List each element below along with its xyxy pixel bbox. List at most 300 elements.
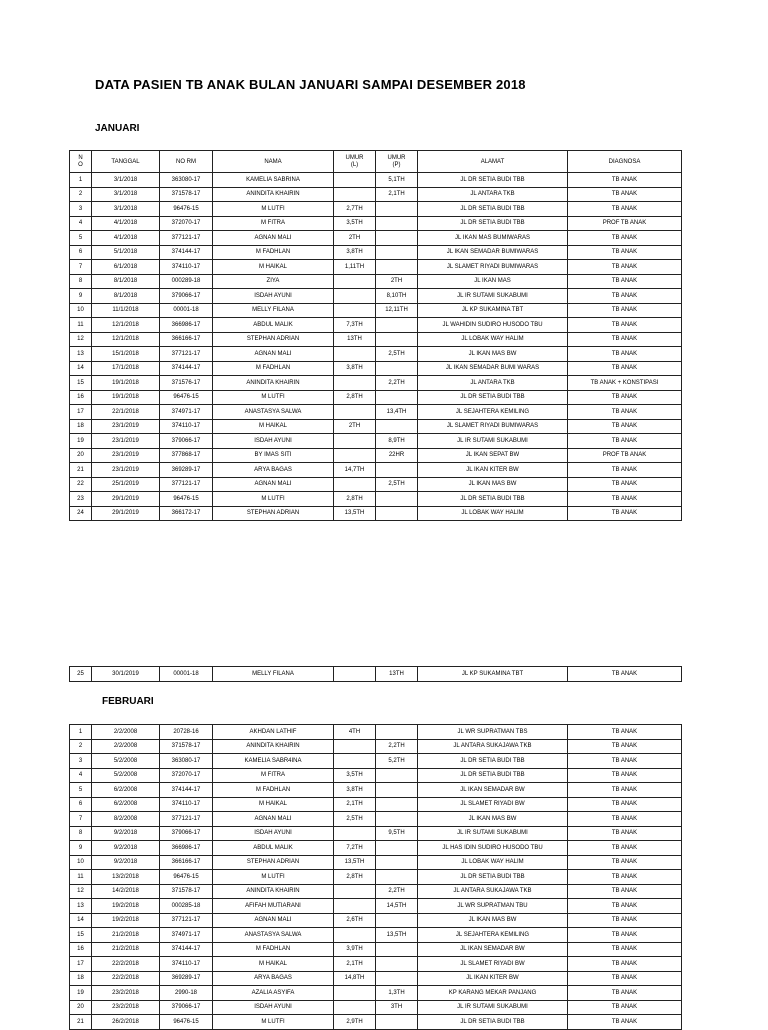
cell-no-rm: 96476-15 <box>160 390 213 405</box>
cell-tanggal: 8/1/2018 <box>92 274 160 289</box>
cell-tanggal: 3/1/2018 <box>92 202 160 217</box>
cell-nama: ANINDITA KHAIRIN <box>213 187 334 202</box>
cell-diagnosa: TB ANAK <box>568 942 682 957</box>
cell-no: 13 <box>70 899 92 914</box>
cell-tanggal: 23/1/2019 <box>92 434 160 449</box>
cell-tanggal: 25/1/2019 <box>92 477 160 492</box>
cell-diagnosa: TB ANAK <box>568 289 682 304</box>
cell-tanggal: 6/2/2008 <box>92 797 160 812</box>
cell-nama: ANINDITA KHAIRIN <box>213 376 334 391</box>
cell-alamat: JL IKAN SEMADAR BUMIWARAS <box>418 245 568 260</box>
table-row <box>70 187 682 202</box>
cell-no: 18 <box>70 419 92 434</box>
cell-no-rm: 374110-17 <box>160 260 213 275</box>
cell-umur-l: 7,2TH <box>334 841 376 856</box>
cell-tanggal: 22/1/2018 <box>92 405 160 420</box>
cell-umur-p: 8,10TH <box>376 289 418 304</box>
cell-no: 2 <box>70 187 92 202</box>
table-row <box>70 783 682 798</box>
table-row <box>70 434 682 449</box>
cell-alamat: JL SEJAHTERA KEMILING <box>418 928 568 943</box>
table-row <box>70 448 682 463</box>
cell-umur-l: 2,6TH <box>334 913 376 928</box>
cell-diagnosa: TB ANAK <box>568 202 682 217</box>
cell-umur-l: 3,8TH <box>334 783 376 798</box>
table-row <box>70 231 682 246</box>
cell-tanggal: 9/2/2018 <box>92 826 160 841</box>
table-row <box>70 841 682 856</box>
table-row <box>70 913 682 928</box>
cell-no: 24 <box>70 506 92 521</box>
table-row <box>70 957 682 972</box>
cell-umur-l <box>334 376 376 391</box>
cell-tanggal: 3/1/2018 <box>92 173 160 188</box>
cell-nama: M FADHLAN <box>213 783 334 798</box>
cell-umur-l: 14,7TH <box>334 463 376 478</box>
cell-umur-l: 3,5TH <box>334 216 376 231</box>
cell-diagnosa: TB ANAK <box>568 332 682 347</box>
table-row <box>70 942 682 957</box>
cell-umur-l <box>334 826 376 841</box>
cell-alamat: JL LOBAK WAY HALIM <box>418 332 568 347</box>
cell-no: 9 <box>70 841 92 856</box>
cell-nama: ANASTASYA SALWA <box>213 405 334 420</box>
cell-alamat: JL ANTARA SUKAJAWA TKB <box>418 739 568 754</box>
cell-umur-l: 7,3TH <box>334 318 376 333</box>
cell-nama: M FADHLAN <box>213 942 334 957</box>
cell-tanggal: 19/1/2018 <box>92 376 160 391</box>
table-row <box>70 202 682 217</box>
cell-no: 21 <box>70 1015 92 1030</box>
cell-tanggal: 5/2/2008 <box>92 768 160 783</box>
cell-no-rm: 20728-16 <box>160 725 213 740</box>
table-row <box>70 303 682 318</box>
cell-diagnosa: TB ANAK <box>568 899 682 914</box>
cell-nama: AGNAN MALI <box>213 347 334 362</box>
table-row <box>70 1015 682 1030</box>
cell-nama: M HAIKAL <box>213 419 334 434</box>
cell-umur-p: 2,1TH <box>376 187 418 202</box>
cell-alamat: JL DR SETIA BUDI TBB <box>418 202 568 217</box>
cell-umur-p <box>376 216 418 231</box>
cell-alamat: JL IKAN SEMADAR BW <box>418 942 568 957</box>
cell-diagnosa: TB ANAK <box>568 812 682 827</box>
cell-umur-p: 14,5TH <box>376 899 418 914</box>
cell-umur-p <box>376 245 418 260</box>
cell-no: 9 <box>70 289 92 304</box>
cell-umur-p: 2,5TH <box>376 477 418 492</box>
cell-umur-p: 2,2TH <box>376 376 418 391</box>
cell-no: 1 <box>70 173 92 188</box>
col-header-nama: NAMA <box>213 151 334 173</box>
cell-no: 4 <box>70 768 92 783</box>
cell-tanggal: 4/1/2018 <box>92 216 160 231</box>
cell-alamat: JL IKAN SEMADAR BW <box>418 783 568 798</box>
cell-umur-p: 8,9TH <box>376 434 418 449</box>
table-row <box>70 754 682 769</box>
cell-no: 17 <box>70 957 92 972</box>
cell-umur-p <box>376 202 418 217</box>
cell-umur-l <box>334 173 376 188</box>
cell-alamat: JL WAHIDIN SUDIRO HUSODO TBU <box>418 318 568 333</box>
table-row <box>70 492 682 507</box>
cell-no-rm: 374144-17 <box>160 245 213 260</box>
cell-diagnosa: TB ANAK <box>568 405 682 420</box>
table-row <box>70 884 682 899</box>
cell-no-rm: 377121-17 <box>160 812 213 827</box>
cell-diagnosa: TB ANAK <box>568 739 682 754</box>
table-row <box>70 797 682 812</box>
cell-diagnosa: TB ANAK <box>568 303 682 318</box>
cell-umur-l: 2TH <box>334 231 376 246</box>
cell-alamat: JL DR SETIA BUDI TBB <box>418 492 568 507</box>
cell-umur-l: 3,5TH <box>334 768 376 783</box>
cell-no-rm: 379066-17 <box>160 289 213 304</box>
cell-nama: MELLY FILANA <box>213 667 334 682</box>
col-header-umur-p-line2: (P) <box>392 161 401 168</box>
cell-no-rm: 369289-17 <box>160 971 213 986</box>
cell-no-rm: 00001-18 <box>160 667 213 682</box>
cell-tanggal: 14/2/2018 <box>92 884 160 899</box>
cell-umur-l: 2,8TH <box>334 492 376 507</box>
table-row <box>70 928 682 943</box>
cell-alamat: JL KP SUKAMINA TBT <box>418 667 568 682</box>
cell-no-rm: 377121-17 <box>160 231 213 246</box>
cell-nama: ZIYA <box>213 274 334 289</box>
cell-alamat: JL IKAN SEPAT BW <box>418 448 568 463</box>
table-row <box>70 725 682 740</box>
cell-umur-l: 2,7TH <box>334 202 376 217</box>
cell-nama: AFIFAH MUTIARANI <box>213 899 334 914</box>
cell-tanggal: 19/2/2018 <box>92 899 160 914</box>
cell-umur-l <box>334 187 376 202</box>
cell-no-rm: 371578-17 <box>160 187 213 202</box>
cell-alamat: JL SEJAHTERA KEMILING <box>418 405 568 420</box>
cell-nama: STEPHAN ADRIAN <box>213 855 334 870</box>
table-row <box>70 173 682 188</box>
cell-umur-p <box>376 332 418 347</box>
cell-no: 14 <box>70 361 92 376</box>
cell-umur-l: 4TH <box>334 725 376 740</box>
cell-alamat: JL IKAN MAS BUMIWARAS <box>418 231 568 246</box>
table-row <box>70 971 682 986</box>
cell-nama: M FADHLAN <box>213 245 334 260</box>
cell-umur-p <box>376 463 418 478</box>
cell-no-rm: 96476-15 <box>160 870 213 885</box>
cell-no-rm: 377121-17 <box>160 913 213 928</box>
cell-no-rm: 374144-17 <box>160 942 213 957</box>
cell-nama: M LUTFI <box>213 492 334 507</box>
cell-diagnosa: TB ANAK <box>568 797 682 812</box>
page-title: DATA PASIEN TB ANAK BULAN JANUARI SAMPAI DESEMBER 2018 <box>95 77 526 92</box>
cell-tanggal: 23/2/2018 <box>92 1000 160 1015</box>
cell-nama: ISDAH AYUNI <box>213 289 334 304</box>
cell-tanggal: 11/1/2018 <box>92 303 160 318</box>
cell-no: 8 <box>70 274 92 289</box>
cell-no-rm: 366166-17 <box>160 855 213 870</box>
cell-no-rm: 363080-17 <box>160 173 213 188</box>
cell-nama: M FITRA <box>213 768 334 783</box>
cell-no: 19 <box>70 986 92 1001</box>
cell-alamat: KP KARANG MEKAR PANJANG <box>418 986 568 1001</box>
cell-alamat: JL IR SUTAMI SUKABUMI <box>418 826 568 841</box>
cell-tanggal: 2/2/2008 <box>92 725 160 740</box>
col-header-tanggal: TANGGAL <box>92 151 160 173</box>
cell-no-rm: 379066-17 <box>160 1000 213 1015</box>
cell-tanggal: 19/2/2018 <box>92 913 160 928</box>
table-row <box>70 318 682 333</box>
cell-no: 22 <box>70 477 92 492</box>
cell-diagnosa: TB ANAK <box>568 783 682 798</box>
table-body <box>70 173 682 521</box>
cell-diagnosa: TB ANAK <box>568 390 682 405</box>
cell-umur-p <box>376 870 418 885</box>
cell-diagnosa: TB ANAK <box>568 231 682 246</box>
cell-tanggal: 22/2/2018 <box>92 957 160 972</box>
table-row <box>70 463 682 478</box>
cell-umur-l <box>334 347 376 362</box>
cell-no: 20 <box>70 1000 92 1015</box>
cell-no-rm: 379066-17 <box>160 826 213 841</box>
cell-tanggal: 17/1/2018 <box>92 361 160 376</box>
cell-tanggal: 12/1/2018 <box>92 318 160 333</box>
cell-no: 10 <box>70 303 92 318</box>
cell-umur-p: 13,4TH <box>376 405 418 420</box>
table-row <box>70 855 682 870</box>
cell-alamat: JL KP SUKAMINA TBT <box>418 303 568 318</box>
table-row <box>70 274 682 289</box>
cell-nama: ISDAH AYUNI <box>213 826 334 841</box>
cell-umur-l <box>334 899 376 914</box>
col-header-umur-l <box>334 151 376 173</box>
cell-no-rm: 374110-17 <box>160 797 213 812</box>
col-header-alamat: ALAMAT <box>418 151 568 173</box>
cell-nama: M HAIKAL <box>213 957 334 972</box>
cell-umur-p <box>376 797 418 812</box>
cell-nama: ANINDITA KHAIRIN <box>213 739 334 754</box>
cell-no-rm: 371578-17 <box>160 884 213 899</box>
cell-umur-l: 1,11TH <box>334 260 376 275</box>
cell-alamat: JL IR SUTAMI SUKABUMI <box>418 434 568 449</box>
cell-alamat: JL WR SUPRATMAN TBS <box>418 725 568 740</box>
cell-umur-p: 22HR <box>376 448 418 463</box>
cell-tanggal: 5/2/2008 <box>92 754 160 769</box>
cell-alamat: JL WR SUPRATMAN TBU <box>418 899 568 914</box>
cell-umur-p: 3TH <box>376 1000 418 1015</box>
cell-no-rm: 377121-17 <box>160 477 213 492</box>
cell-tanggal: 26/2/2018 <box>92 1015 160 1030</box>
cell-diagnosa: TB ANAK <box>568 361 682 376</box>
cell-umur-l: 3,9TH <box>334 942 376 957</box>
cell-diagnosa: TB ANAK <box>568 986 682 1001</box>
cell-nama: KAMELIA SABR4INA <box>213 754 334 769</box>
cell-no-rm: 000289-18 <box>160 274 213 289</box>
cell-diagnosa: TB ANAK <box>568 754 682 769</box>
cell-diagnosa: TB ANAK <box>568 1000 682 1015</box>
cell-diagnosa: TB ANAK <box>568 347 682 362</box>
cell-no: 18 <box>70 971 92 986</box>
cell-no: 14 <box>70 913 92 928</box>
cell-umur-l <box>334 448 376 463</box>
cell-tanggal: 2/2/2008 <box>92 739 160 754</box>
table-body <box>70 667 682 682</box>
cell-tanggal: 21/2/2018 <box>92 928 160 943</box>
cell-umur-l: 13TH <box>334 332 376 347</box>
cell-umur-l: 2,8TH <box>334 870 376 885</box>
cell-alamat: JL DR SETIA BUDI TBB <box>418 390 568 405</box>
col-header-umur-p <box>376 151 418 173</box>
cell-no: 3 <box>70 754 92 769</box>
table-header <box>70 151 682 173</box>
cell-no-rm: 377868-17 <box>160 448 213 463</box>
cell-nama: STEPHAN ADRIAN <box>213 506 334 521</box>
cell-diagnosa: TB ANAK <box>568 870 682 885</box>
cell-alamat: JL DR SETIA BUDI TBB <box>418 1015 568 1030</box>
cell-umur-l <box>334 986 376 1001</box>
cell-diagnosa: TB ANAK <box>568 274 682 289</box>
cell-diagnosa: TB ANAK <box>568 826 682 841</box>
cell-umur-l: 2,8TH <box>334 390 376 405</box>
cell-umur-l: 2,1TH <box>334 957 376 972</box>
cell-alamat: JL IKAN MAS BW <box>418 913 568 928</box>
cell-tanggal: 21/2/2018 <box>92 942 160 957</box>
cell-no: 23 <box>70 492 92 507</box>
cell-umur-l: 3,8TH <box>334 361 376 376</box>
cell-alamat: JL LOBAK WAY HALIM <box>418 855 568 870</box>
cell-tanggal: 15/1/2018 <box>92 347 160 362</box>
cell-alamat: JL DR SETIA BUDI TBB <box>418 768 568 783</box>
cell-tanggal: 19/1/2018 <box>92 390 160 405</box>
cell-umur-l <box>334 274 376 289</box>
cell-alamat: JL DR SETIA BUDI TBB <box>418 216 568 231</box>
cell-alamat: JL IKAN MAS <box>418 274 568 289</box>
table-body <box>70 725 682 1030</box>
cell-alamat: JL IKAN SEMADAR BUMI WARAS <box>418 361 568 376</box>
januari-table <box>69 150 682 521</box>
table-row <box>70 739 682 754</box>
cell-umur-p: 12,11TH <box>376 303 418 318</box>
cell-no: 1 <box>70 725 92 740</box>
cell-alamat: JL IKAN MAS BW <box>418 477 568 492</box>
cell-diagnosa: TB ANAK <box>568 173 682 188</box>
cell-umur-p <box>376 971 418 986</box>
cell-no-rm: 374971-17 <box>160 405 213 420</box>
cell-no-rm: 372070-17 <box>160 216 213 231</box>
cell-umur-l <box>334 667 376 682</box>
cell-tanggal: 23/2/2018 <box>92 986 160 1001</box>
cell-umur-p: 2,2TH <box>376 884 418 899</box>
cell-diagnosa: TB ANAK <box>568 1015 682 1030</box>
cell-umur-l: 3,8TH <box>334 245 376 260</box>
table-row <box>70 1000 682 1015</box>
cell-no-rm: 372070-17 <box>160 768 213 783</box>
cell-tanggal: 29/1/2019 <box>92 492 160 507</box>
table-row <box>70 870 682 885</box>
cell-umur-p: 13,5TH <box>376 928 418 943</box>
cell-umur-p <box>376 361 418 376</box>
cell-no-rm: 366986-17 <box>160 318 213 333</box>
cell-umur-p: 13TH <box>376 667 418 682</box>
cell-diagnosa: TB ANAK <box>568 434 682 449</box>
cell-no-rm: 374110-17 <box>160 957 213 972</box>
table-row <box>70 812 682 827</box>
cell-nama: KAMELIA SABRINA <box>213 173 334 188</box>
cell-no: 11 <box>70 318 92 333</box>
table-row <box>70 667 682 682</box>
cell-umur-p <box>376 913 418 928</box>
cell-diagnosa: TB ANAK <box>568 768 682 783</box>
cell-no: 3 <box>70 202 92 217</box>
cell-umur-l: 14,8TH <box>334 971 376 986</box>
table-row <box>70 260 682 275</box>
cell-diagnosa: PROF TB ANAK <box>568 216 682 231</box>
cell-nama: ANINDITA KHAIRIN <box>213 884 334 899</box>
cell-umur-p: 2,2TH <box>376 739 418 754</box>
cell-alamat: JL ANTARA SUKAJAWA TKB <box>418 884 568 899</box>
cell-alamat: JL HAS IDIN SUDIRO HUSODO TBU <box>418 841 568 856</box>
cell-umur-l <box>334 434 376 449</box>
cell-no-rm: 96476-15 <box>160 202 213 217</box>
cell-tanggal: 12/1/2018 <box>92 332 160 347</box>
cell-diagnosa: TB ANAK <box>568 260 682 275</box>
cell-no: 20 <box>70 448 92 463</box>
cell-tanggal: 23/1/2019 <box>92 463 160 478</box>
cell-no: 11 <box>70 870 92 885</box>
cell-nama: STEPHAN ADRIAN <box>213 332 334 347</box>
cell-umur-l <box>334 289 376 304</box>
cell-nama: AGNAN MALI <box>213 231 334 246</box>
cell-umur-l: 2,5TH <box>334 812 376 827</box>
cell-tanggal: 9/2/2018 <box>92 841 160 856</box>
cell-no-rm: 366986-17 <box>160 841 213 856</box>
cell-umur-l <box>334 1000 376 1015</box>
cell-umur-p <box>376 768 418 783</box>
cell-no-rm: 374144-17 <box>160 783 213 798</box>
cell-tanggal: 4/1/2018 <box>92 231 160 246</box>
cell-umur-p <box>376 419 418 434</box>
table-row <box>70 506 682 521</box>
col-header-no-rm: NO RM <box>160 151 213 173</box>
cell-umur-p: 5,1TH <box>376 173 418 188</box>
cell-nama: ARYA BAGAS <box>213 463 334 478</box>
cell-alamat: JL IKAN MAS BW <box>418 347 568 362</box>
cell-no: 25 <box>70 667 92 682</box>
cell-diagnosa: TB ANAK <box>568 884 682 899</box>
cell-no: 15 <box>70 376 92 391</box>
cell-diagnosa: TB ANAK <box>568 928 682 943</box>
cell-alamat: JL IKAN MAS BW <box>418 812 568 827</box>
cell-umur-l <box>334 884 376 899</box>
cell-umur-p <box>376 812 418 827</box>
col-header-diagnosa: DIAGNOSA <box>568 151 682 173</box>
cell-no: 16 <box>70 390 92 405</box>
table-row <box>70 245 682 260</box>
cell-no-rm: 374144-17 <box>160 361 213 376</box>
cell-alamat: JL DR SETIA BUDI TBB <box>418 173 568 188</box>
cell-alamat: JL SLAMET RIYADI BW <box>418 957 568 972</box>
cell-nama: M HAIKAL <box>213 260 334 275</box>
table-row <box>70 826 682 841</box>
cell-umur-p <box>376 506 418 521</box>
cell-umur-l <box>334 928 376 943</box>
cell-nama: M FADHLAN <box>213 361 334 376</box>
cell-diagnosa: TB ANAK <box>568 477 682 492</box>
col-header-no-line2: O <box>78 161 83 168</box>
table-row <box>70 899 682 914</box>
cell-no-rm: 374110-17 <box>160 419 213 434</box>
cell-nama: AZALIA ASYIFA <box>213 986 334 1001</box>
cell-nama: ARYA BAGAS <box>213 971 334 986</box>
